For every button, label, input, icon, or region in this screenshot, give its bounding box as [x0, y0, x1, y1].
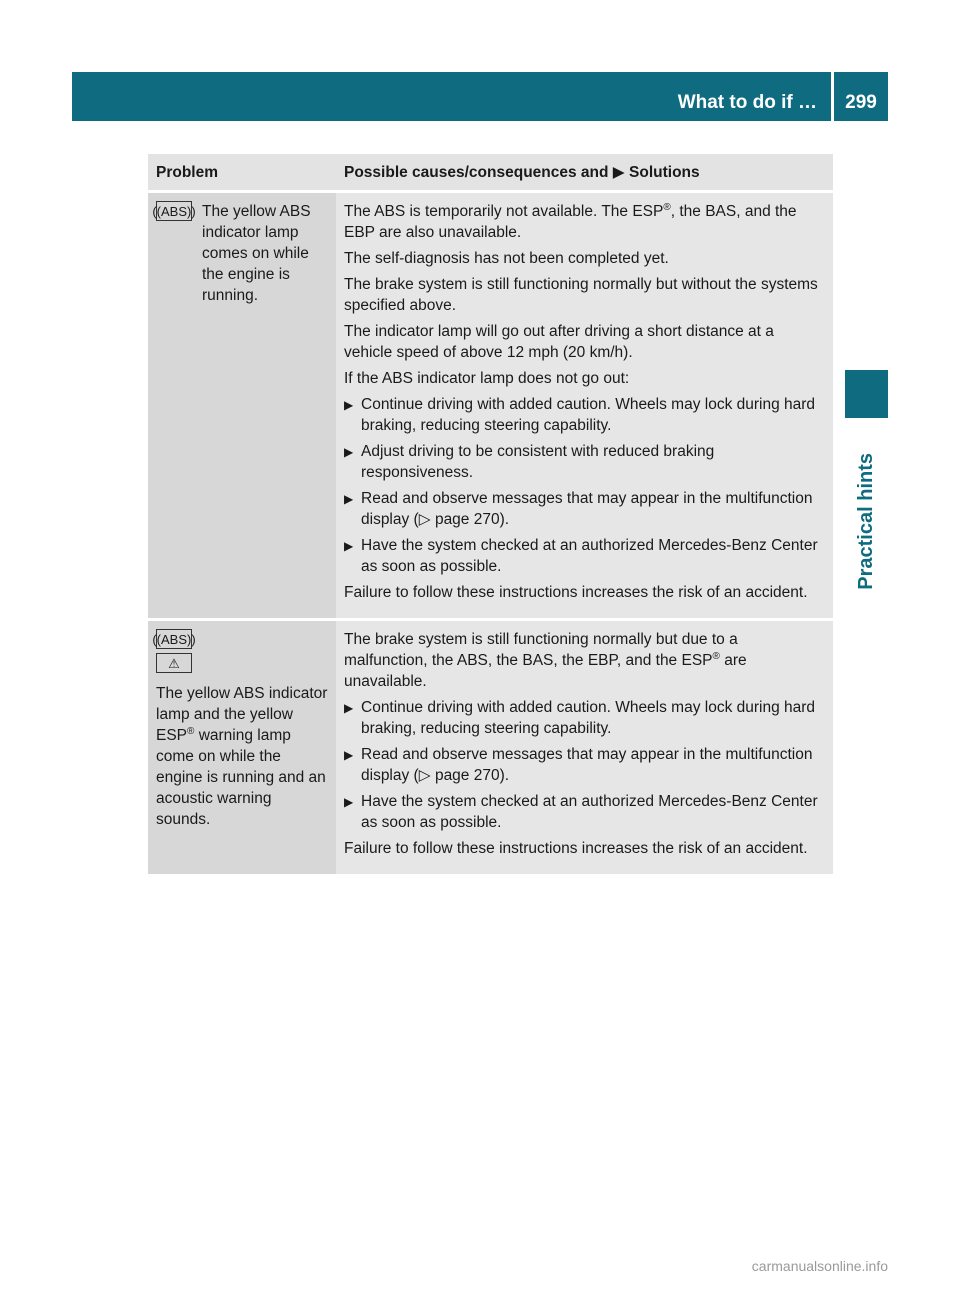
problem-text: The yellow ABS indicator lamp and the yellow ESP® warning lamp come on while the engine is running and an acoustic warning sounds. [156, 685, 328, 828]
step-arrow-icon: ▶ [344, 701, 354, 715]
instruction-step: ▶ Continue driving with added caution. Wheels may lock during hard braking, reducing steering capability. [344, 396, 816, 434]
solution-cell [336, 192, 833, 620]
paragraph: The ABS is temporarily not available. The ESP®, the BAS, and the EBP are also unavailable. [344, 201, 797, 241]
section-title: What to do if … [677, 92, 817, 113]
instruction-step: ▶ Have the system checked at an authorized Mercedes-Benz Center as soon as possible. [344, 537, 818, 575]
instruction-step: ▶ Read and observe messages that may appear in the multifunction display (▷ page 270). [344, 746, 813, 784]
step-arrow-icon: ▶ [344, 398, 354, 412]
esp-warning-lamp-icon: ⚠ [156, 653, 192, 673]
table-row [148, 192, 833, 620]
instruction-step: ▶ Adjust driving to be consistent with reduced braking responsiveness. [344, 443, 715, 481]
step-arrow-icon: ▶ [344, 795, 354, 809]
column-header-problem: Problem [148, 154, 336, 192]
sidebar-tab-marker [845, 370, 888, 418]
registered-mark: ® [663, 201, 671, 213]
step-arrow-icon: ▶ [344, 748, 354, 762]
table-row [148, 620, 833, 875]
problem-cell [148, 620, 336, 875]
paragraph: The indicator lamp will go out after driving a short distance at a vehicle speed of above 12 mph (20 km/h). [344, 323, 774, 361]
paragraph: If the ABS indicator lamp does not go out: [344, 370, 630, 387]
instruction-step: ▶ Have the system checked at an authorized Mercedes-Benz Center as soon as possible. [344, 793, 818, 831]
column-header-solutions: Possible causes/consequences and ▶ Solutions [336, 154, 833, 192]
page-number: 299 [845, 92, 877, 113]
instruction-step: ▶ Continue driving with added caution. Wheels may lock during hard braking, reducing steering capability. [344, 699, 816, 737]
page-header [72, 72, 888, 121]
registered-mark: ® [187, 725, 195, 737]
step-arrow-icon: ▶ [344, 445, 354, 459]
arrow-right-icon: ▶ [612, 163, 625, 181]
paragraph: The brake system is still functioning normally but without the systems specified above. [344, 276, 818, 314]
step-arrow-icon: ▶ [344, 539, 354, 553]
troubleshooting-table [148, 154, 833, 874]
problem-text: The yellow ABS indicator lamp comes on while the engine is running. [202, 203, 311, 304]
registered-mark: ® [712, 650, 720, 662]
sidebar-chapter-label: Practical hints [855, 453, 877, 590]
table-header-row [148, 154, 833, 192]
abs-lamp-icon: ((ABS)) [156, 629, 192, 649]
watermark: carmanualsonline.info [751, 1258, 888, 1274]
warning-note: Failure to follow these instructions increases the risk of an accident. [344, 840, 808, 857]
warning-note: Failure to follow these instructions increases the risk of an accident. [344, 584, 808, 601]
instruction-step: ▶ Read and observe messages that may appear in the multifunction display (▷ page 270). [344, 490, 813, 528]
paragraph: The self-diagnosis has not been completed yet. [344, 250, 669, 267]
paragraph: The brake system is still functioning normally but due to a malfunction, the ABS, the BAS, the EBP, and the ESP® are unavailable. [344, 631, 747, 690]
abs-lamp-icon: ((ABS)) [156, 201, 192, 221]
solution-cell [336, 620, 833, 875]
problem-cell [148, 192, 336, 620]
step-arrow-icon: ▶ [344, 492, 354, 506]
